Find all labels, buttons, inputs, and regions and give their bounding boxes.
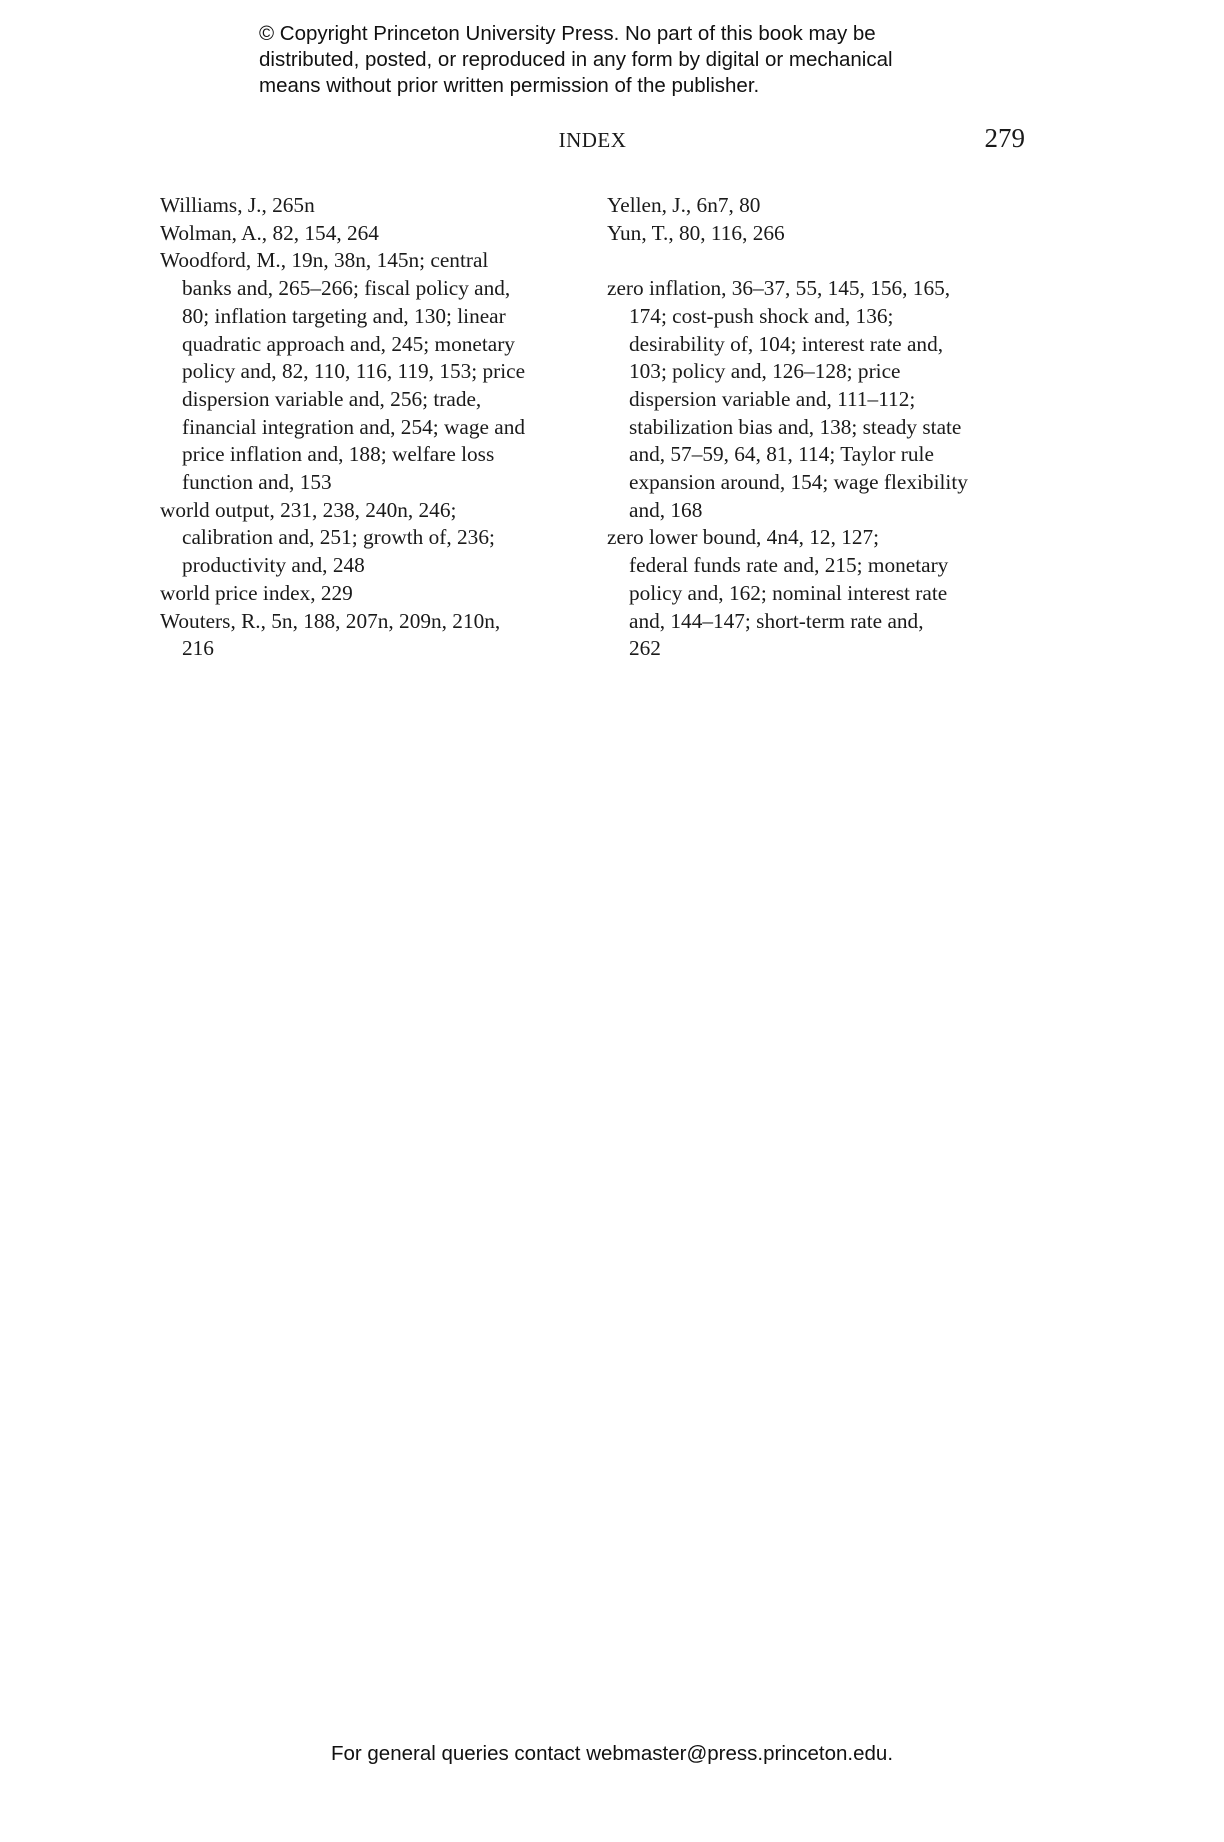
copyright-line: © Copyright Princeton University Press. No part of this book may be	[259, 22, 876, 45]
footer-contact: For general queries contact webmaster@press.princeton.edu.	[330, 1742, 894, 1765]
index-entry	[607, 275, 1037, 524]
running-head	[160, 123, 1025, 159]
entry-line: productivity and, 248	[182, 553, 365, 578]
entry-line: dispersion variable and, 256; trade,	[182, 386, 482, 411]
entry-line: price inflation and, 188; welfare loss	[182, 442, 495, 467]
page-number: 279	[984, 123, 1025, 153]
entry-line: world price index, 229	[160, 580, 353, 605]
index-entry	[160, 220, 590, 248]
entry-line: 216	[182, 636, 214, 661]
copyright-notice	[259, 21, 1019, 99]
entry-line: dispersion variable and, 111–112;	[629, 386, 916, 411]
index-entry	[160, 192, 590, 220]
entry-line: Yun, T., 80, 116, 266	[607, 220, 785, 245]
index-entry	[160, 497, 590, 580]
entry-line: calibration and, 251; growth of, 236;	[182, 525, 495, 550]
entry-line: Wolman, A., 82, 154, 264	[160, 220, 379, 245]
entry-line: and, 168	[629, 497, 703, 522]
entry-line: and, 57–59, 64, 81, 114; Taylor rule	[629, 442, 934, 467]
index-entry	[160, 608, 590, 663]
entry-line: Woodford, M., 19n, 38n, 145n; central	[160, 248, 489, 273]
index-entry	[160, 247, 590, 496]
entry-line: Wouters, R., 5n, 188, 207n, 209n, 210n,	[160, 608, 501, 633]
entry-line: world output, 231, 238, 240n, 246;	[160, 497, 457, 522]
entry-line: expansion around, 154; wage flexibility	[629, 470, 968, 495]
entry-line: 174; cost-push shock and, 136;	[629, 303, 894, 328]
copyright-line: means without prior written permission of the publisher.	[259, 74, 760, 97]
entry-line: 103; policy and, 126–128; price	[629, 359, 901, 384]
index-column-right	[607, 192, 1037, 663]
index-column-left	[160, 192, 590, 663]
entry-line: zero lower bound, 4n4, 12, 127;	[607, 525, 880, 550]
entry-line: federal funds rate and, 215; monetary	[629, 553, 949, 578]
entry-line: banks and, 265–266; fiscal policy and,	[182, 276, 511, 301]
index-entry	[607, 220, 1037, 248]
index-entry	[160, 580, 590, 608]
entry-line: policy and, 162; nominal interest rate	[629, 580, 948, 605]
entry-line: 80; inflation targeting and, 130; linear	[182, 303, 506, 328]
index-entry	[607, 524, 1037, 663]
letter-group-spacer	[607, 247, 1037, 275]
entry-line: 262	[629, 636, 661, 661]
entry-line: desirability of, 104; interest rate and,	[629, 331, 944, 356]
entry-line: quadratic approach and, 245; monetary	[182, 331, 515, 356]
index-entry	[607, 192, 1037, 220]
entry-line: stabilization bias and, 138; steady state	[629, 414, 962, 439]
copyright-line: distributed, posted, or reproduced in any form by digital or mechanical	[259, 48, 893, 71]
entry-line: function and, 153	[182, 470, 332, 495]
entry-line: financial integration and, 254; wage and	[182, 414, 525, 439]
entry-line: Yellen, J., 6n7, 80	[607, 193, 761, 217]
entry-line: and, 144–147; short-term rate and,	[629, 608, 924, 633]
entry-line: policy and, 82, 110, 116, 119, 153; price	[182, 359, 526, 384]
entry-line: Williams, J., 265n	[160, 193, 315, 217]
entry-line: zero inflation, 36–37, 55, 145, 156, 165,	[607, 276, 951, 301]
running-title: INDEX	[558, 128, 627, 152]
